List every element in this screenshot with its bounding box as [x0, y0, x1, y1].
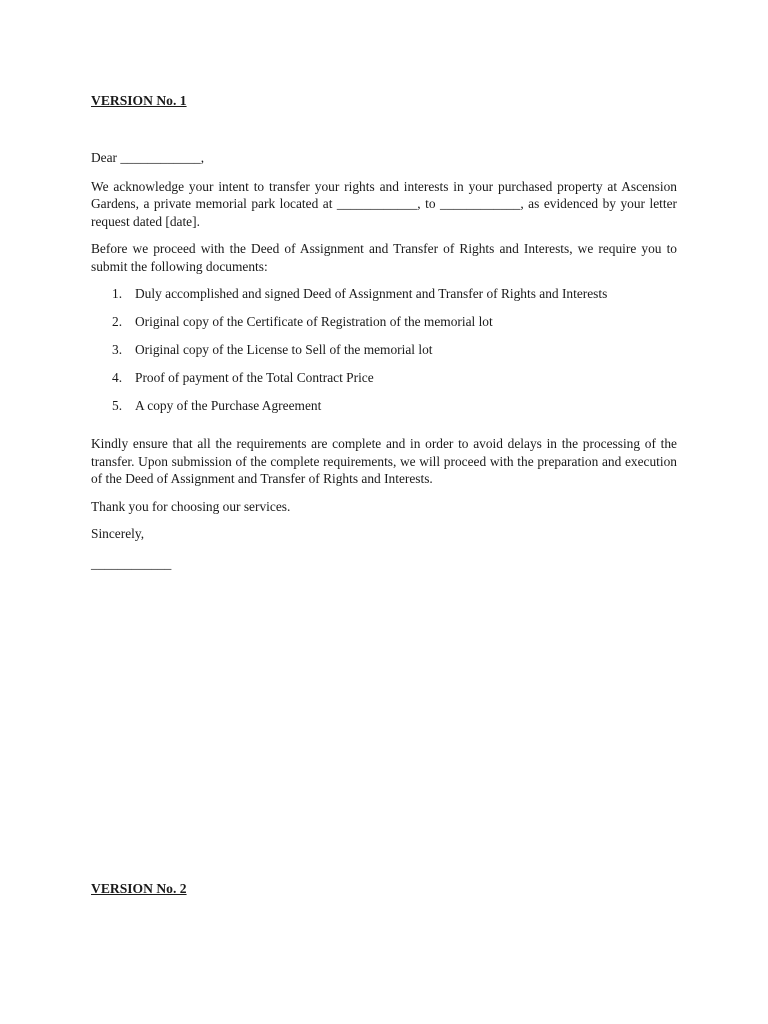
list-item-number: 4.: [112, 370, 123, 385]
thank-you-line: Thank you for choosing our services.: [91, 498, 291, 514]
list-item-text: Original copy of the Certificate of Registration of the memorial lot: [135, 314, 493, 329]
list-item: [91, 341, 677, 369]
paragraph-ensure: Kindly ensure that all the requirements are complete and in order to avoid delays in the processing of the transfer. Upon submission of the complete requirements, we will proceed with the preparation and execution of the Deed of Assignment and Transfer of Rights and Interests.: [91, 436, 677, 486]
closing: Sincerely,: [91, 526, 145, 541]
list-item-text: Original copy of the License to Sell of the memorial lot: [135, 342, 433, 357]
list-item-text: Proof of payment of the Total Contract Price: [135, 370, 374, 385]
list-item-text: Duly accomplished and signed Deed of Assignment and Transfer of Rights and Interests: [135, 286, 608, 301]
list-item-number: 5.: [112, 398, 123, 413]
list-item: [91, 285, 677, 313]
requirements-list: [91, 285, 677, 425]
paragraph-requirements-intro: Before we proceed with the Deed of Assignment and Transfer of Rights and Interests, we require you to submit the following documents:: [91, 241, 677, 274]
list-item-number: 1.: [112, 286, 123, 301]
salutation: Dear ____________,: [91, 150, 205, 165]
list-item-number: 2.: [112, 314, 123, 329]
list-item-text: A copy of the Purchase Agreement: [135, 398, 322, 413]
signature-line: ____________: [91, 555, 172, 571]
list-item: [91, 397, 677, 425]
letter-body: [91, 149, 677, 582]
list-item: [91, 369, 677, 397]
list-item-number: 3.: [112, 342, 123, 357]
version-1-heading: VERSION No. 1: [91, 93, 187, 108]
paragraph-intent: We acknowledge your intent to transfer your rights and interests in your purchased property at Ascension Gardens, a private memorial park located at ____________, to ____________, as evidenced by your letter request dated [date].: [91, 178, 677, 229]
version-2-heading: VERSION No. 2: [91, 881, 187, 896]
list-item: [91, 313, 677, 341]
